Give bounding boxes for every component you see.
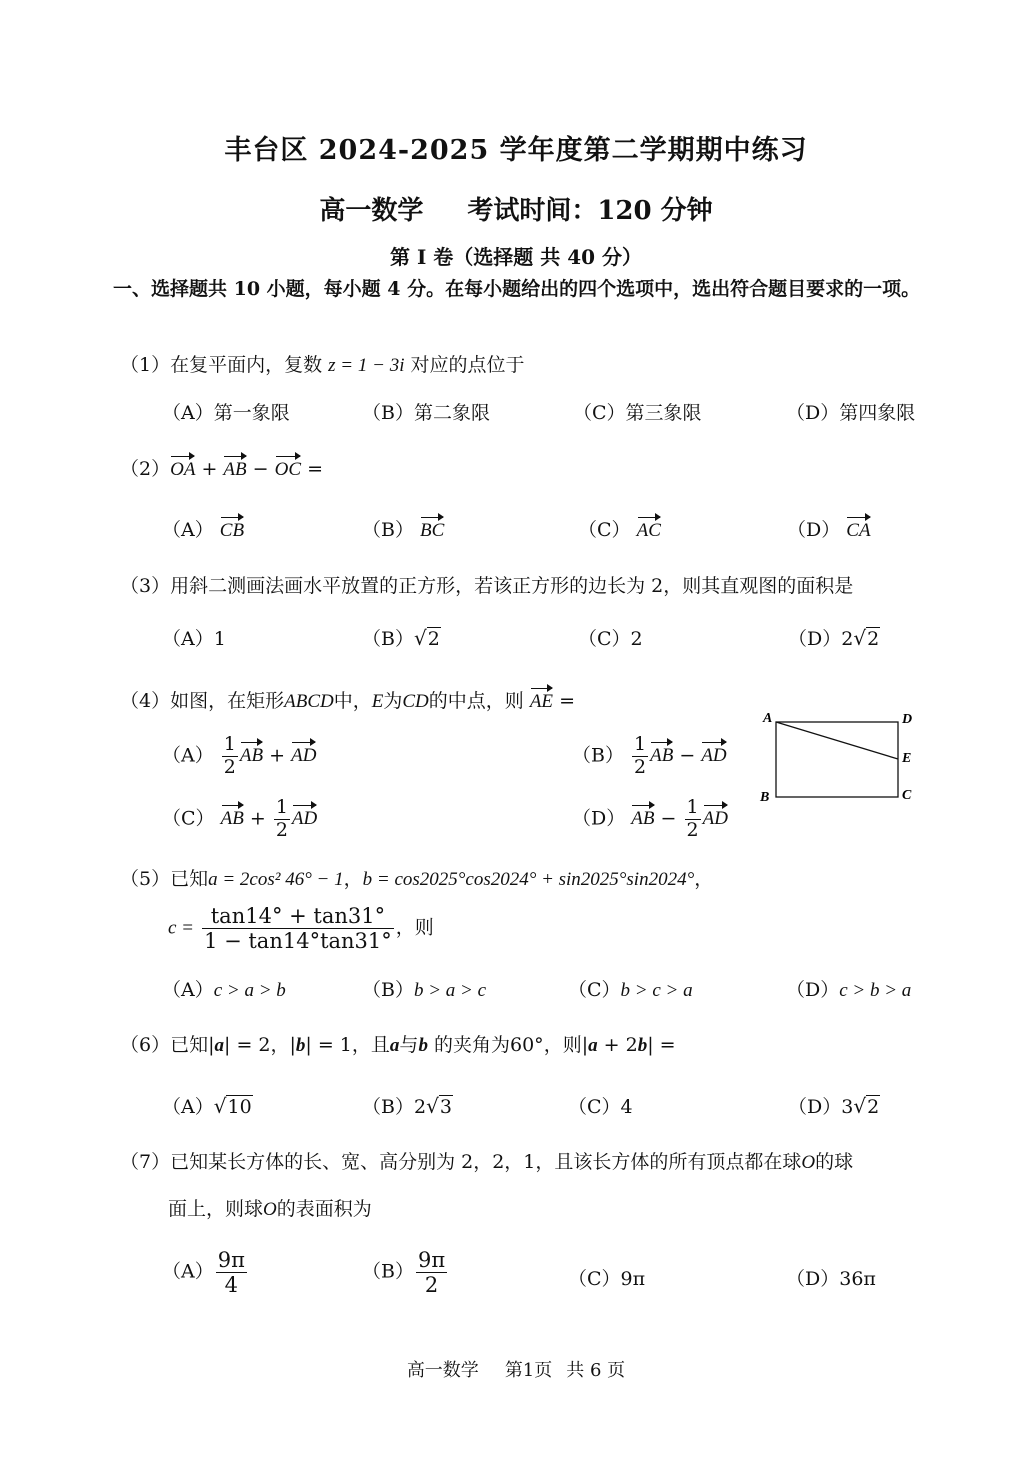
footer-page: 第1页 bbox=[504, 1360, 553, 1381]
vector-ab: AB bbox=[223, 459, 247, 480]
question-4-stem: （4）如图，在矩形ABCD中，E为CD的中点，则 AE = bbox=[120, 690, 576, 712]
footer-total: 共 6 页 bbox=[566, 1360, 626, 1381]
q1-option-c: （C）第三象限 bbox=[573, 402, 702, 424]
rectangle-figure bbox=[756, 706, 922, 806]
question-6-stem: （6）已知|a| = 2，|b| = 1，且a与b 的夹角为60°，则|a + 2b| = bbox=[120, 1034, 676, 1056]
question-2-stem: （2）OA + AB − OC = bbox=[120, 458, 324, 480]
q1-option-b: （B）第二象限 bbox=[362, 402, 490, 424]
q3-option-b: （B）√2 bbox=[362, 626, 440, 650]
label-c: C bbox=[902, 788, 912, 803]
part-heading: 第 I 卷（选择题 共 40 分） bbox=[389, 245, 642, 269]
q2-option-b: （B） BC bbox=[362, 519, 445, 541]
q2-option-d: （D） CA bbox=[787, 519, 871, 541]
label-e: E bbox=[902, 751, 912, 766]
q4-option-d: （D） AB − $\frac{1}{2}$ AD bbox=[572, 796, 728, 841]
label-b: B bbox=[760, 790, 770, 805]
q6-option-a: （A）√10 bbox=[162, 1094, 252, 1118]
q3-option-a: （A）1 bbox=[162, 628, 226, 650]
q4-option-c: （C） AB + $\frac{1}{2}$ AD bbox=[162, 796, 318, 841]
vector-oa: OA bbox=[170, 459, 196, 480]
q7-option-d: （D）36π bbox=[786, 1268, 876, 1290]
rectangle-abcd bbox=[776, 722, 898, 797]
q1-option-d: （D）第四象限 bbox=[786, 402, 916, 424]
q2-option-a: （A） CB bbox=[162, 519, 245, 541]
q5-option-d: （D）c > b > a bbox=[786, 979, 912, 1001]
q6-option-d: （D）3√2 bbox=[788, 1094, 880, 1118]
label-a: A bbox=[763, 711, 773, 726]
question-1-stem: （1）在复平面内，复数 z = 1 − 3i 对应的点位于 bbox=[120, 354, 525, 376]
label-d: D bbox=[902, 712, 913, 727]
complex-expression: z = 1 − 3i bbox=[328, 355, 405, 376]
vector-ae: AE bbox=[529, 691, 554, 712]
question-7-stem-line-1: （7）已知某长方体的长、宽、高分别为 2，2，1，且该长方体的所有顶点都在球O的球 bbox=[120, 1151, 854, 1173]
q5-option-c: （C）b > c > a bbox=[568, 979, 693, 1001]
q1-option-a: （A）第一象限 bbox=[162, 402, 290, 424]
question-3-stem: （3）用斜二测画法画水平放置的正方形，若该正方形的边长为 2，则其直观图的面积是 bbox=[120, 575, 854, 597]
page-title: 丰台区 2024-2025 学年度第二学期期中练习 bbox=[224, 135, 808, 166]
q6-option-c: （C）4 bbox=[568, 1096, 633, 1118]
q4-option-b: （B） $\frac{1}{2}$ AB − AD bbox=[572, 733, 727, 778]
b-expression: b = cos2025°cos2024° + sin2025°sin2024° bbox=[362, 869, 695, 890]
vector-oc: OC bbox=[274, 459, 302, 480]
question-5-c-expression: c = $\frac{\tan 14^\circ + \tan 31^\circ}{1 - \tan 14^\circ\tan 31^\circ}$ ，则 bbox=[168, 904, 434, 954]
q6-option-b: （B）2√3 bbox=[362, 1094, 452, 1118]
exam-time: 考试时间：120 分钟 bbox=[467, 196, 713, 226]
subject-label: 高一数学 bbox=[319, 196, 424, 226]
q7-option-a: （A） $\frac{9\pi}{4}$ bbox=[162, 1248, 245, 1298]
question-7-stem-line-2: 面上，则球O的表面积为 bbox=[168, 1198, 372, 1220]
a-expression: a = 2cos² 46° − 1 bbox=[208, 869, 344, 890]
q7-option-c: （C）9π bbox=[568, 1268, 646, 1290]
page-footer bbox=[0, 1356, 1032, 1382]
q2-option-c: （C） AC bbox=[578, 519, 661, 541]
q7-option-b: （B） $\frac{9\pi}{2}$ bbox=[362, 1248, 446, 1298]
segment-ae bbox=[776, 722, 898, 759]
exam-subtitle bbox=[0, 190, 1032, 227]
q5-option-b: （B）b > a > c bbox=[362, 979, 487, 1001]
q3-option-d: （D）2√2 bbox=[788, 626, 880, 650]
question-5-stem: （5）已知a = 2cos² 46° − 1，b = cos2025°cos2024° + sin2025°sin2024°， bbox=[120, 868, 714, 890]
footer-subject: 高一数学 bbox=[406, 1360, 479, 1381]
q3-option-c: （C）2 bbox=[578, 628, 643, 650]
q5-option-a: （A）c > a > b bbox=[162, 979, 286, 1001]
q4-option-a: （A） $\frac{1}{2}$ AB + AD bbox=[162, 733, 317, 778]
section-instructions: 一、选择题共 10 小题，每小题 4 分。在每小题给出的四个选项中，选出符合题目要求的一项。 bbox=[113, 278, 921, 300]
